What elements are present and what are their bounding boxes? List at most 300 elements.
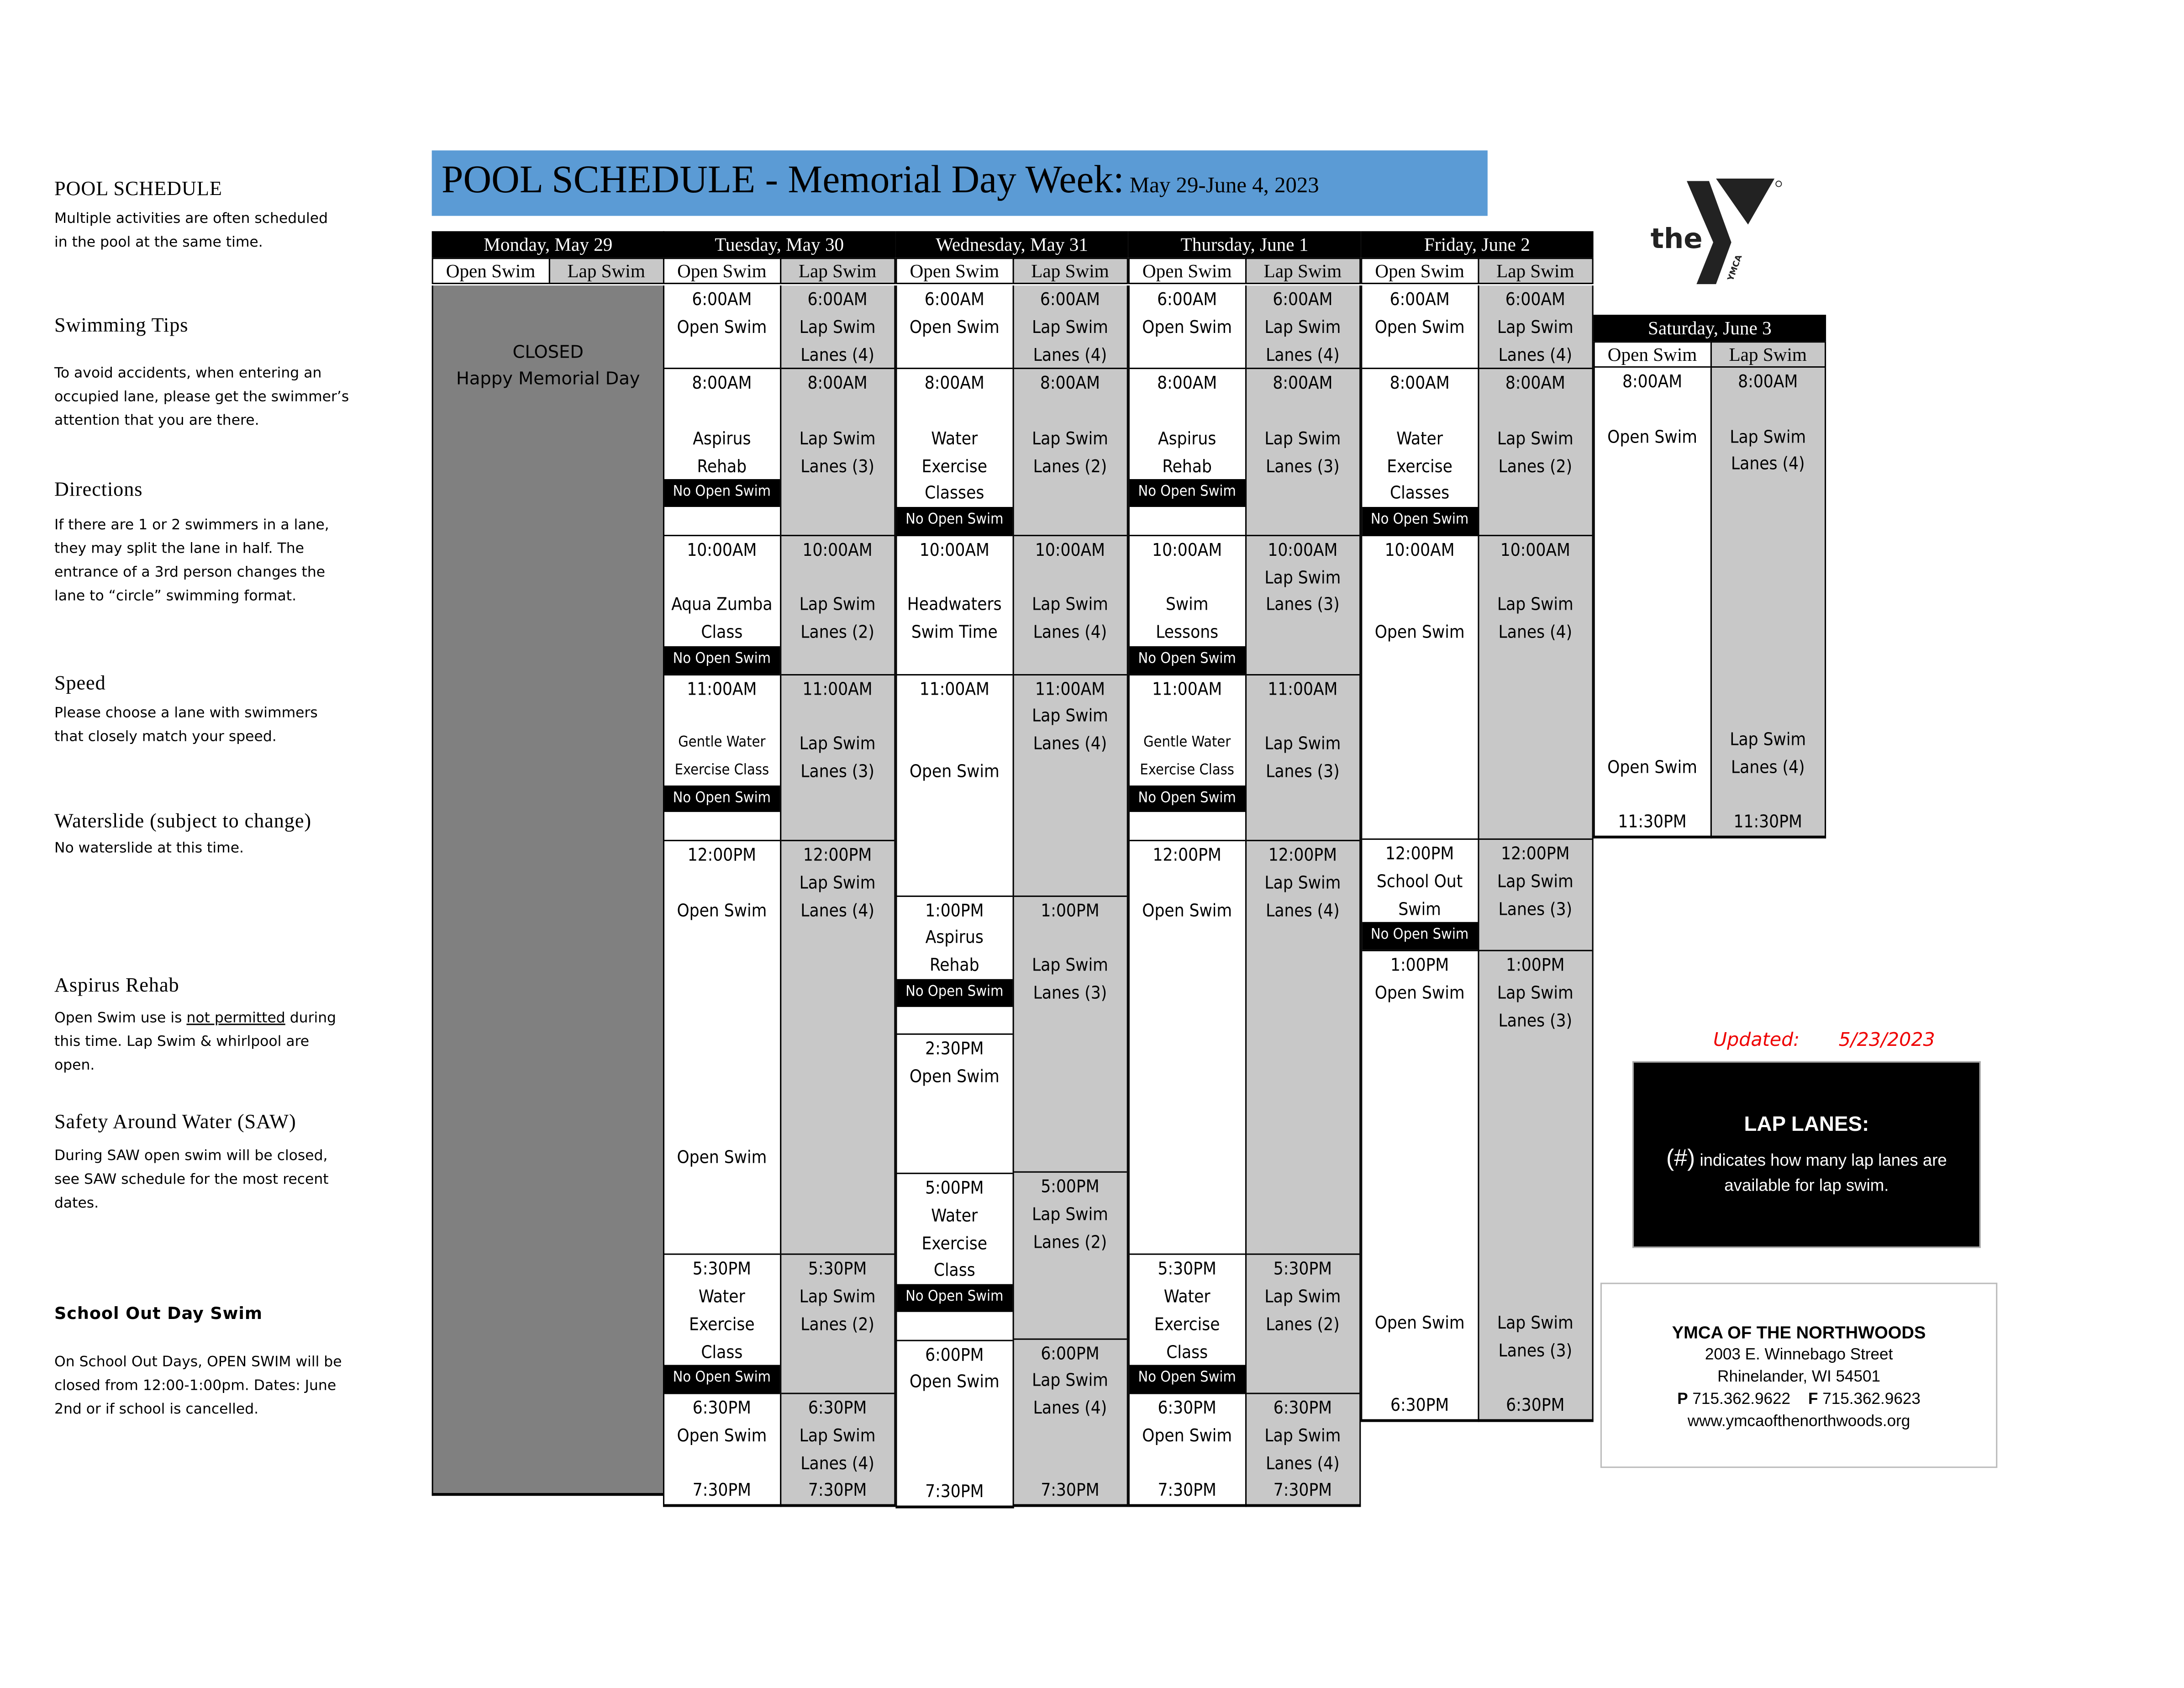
activity-label [1479, 564, 1592, 591]
activity-label: Lanes (4) [800, 343, 874, 364]
activity-label [1595, 560, 1710, 588]
schedule-block [1130, 673, 1245, 839]
activity-label [781, 924, 895, 951]
lap-swim-column-header: Lap Swim [1477, 258, 1594, 284]
activity-label [1013, 924, 1127, 951]
schedule-block [1362, 285, 1477, 368]
no-open-swim-badge: No Open Swim [664, 480, 779, 507]
time-label: 6:30PM [1158, 1397, 1216, 1418]
time-label: 7:30PM [925, 1481, 984, 1502]
no-open-swim-badge: No Open Swim [897, 507, 1012, 534]
activity-label [1246, 812, 1360, 840]
sidebar-line: During SAW open swim will be closed, [54, 1147, 328, 1165]
activity-label [1479, 1282, 1592, 1309]
svg-text:YMCA: YMCA [1726, 253, 1744, 282]
activity-label [1246, 1006, 1360, 1034]
activity-label [1595, 698, 1710, 725]
activity-label [897, 1423, 1012, 1451]
no-open-swim-badge: No Open Swim [1362, 507, 1477, 534]
activity-label: Lanes (4) [1033, 733, 1107, 754]
schedule-block [1479, 534, 1592, 839]
svg-text:the: the [1650, 222, 1703, 255]
activity-label [1130, 1089, 1245, 1116]
activity-label [1362, 591, 1477, 618]
schedule-block [1130, 285, 1245, 368]
activity-label [897, 1312, 1012, 1339]
time-label: 6:00AM [1273, 288, 1333, 309]
no-open-swim-badge: No Open Swim [1130, 646, 1245, 673]
activity-label: Lap Swim [1264, 316, 1341, 337]
activity-label [781, 1144, 895, 1171]
schedule-block [1130, 1393, 1245, 1504]
activity-label [897, 397, 1012, 424]
activity-label [1130, 979, 1245, 1006]
open-swim-column-header: Open Swim [432, 258, 550, 284]
activity-label [1246, 1171, 1360, 1199]
website-link[interactable]: www.ymcaofthenorthwoods.org [1687, 1414, 1910, 1430]
time-label: 1:00PM [925, 899, 984, 920]
time-label: 12:00PM [1268, 844, 1337, 865]
schedule-block [1013, 673, 1127, 895]
activity-label [1479, 1034, 1592, 1061]
schedule-block [781, 673, 895, 839]
time-label: 10:00AM [919, 538, 989, 560]
lap-swim-column-header: Lap Swim [1710, 341, 1826, 368]
activity-label: Lap Swim [1264, 566, 1341, 587]
time-label: 11:00AM [687, 677, 757, 699]
sidebar-text [54, 1145, 329, 1216]
sidebar-line: Open Swim use is [54, 1009, 187, 1027]
activity-label [1130, 924, 1245, 951]
schedule-block [1246, 285, 1360, 368]
time-label: 5:00PM [1041, 1175, 1100, 1197]
activity-label: Lap Swim [1032, 705, 1108, 726]
activity-label [1362, 1144, 1477, 1171]
lap-swim-column [1245, 285, 1361, 1507]
activity-label: Open Swim [1374, 316, 1465, 337]
activity-label [1130, 1171, 1245, 1199]
time-label: 8:00AM [1273, 372, 1333, 393]
time-label: 6:00AM [1040, 288, 1100, 309]
activity-label [1246, 1089, 1360, 1116]
activity-label [1479, 728, 1592, 756]
activity-label [664, 564, 779, 591]
activity-label [1362, 811, 1477, 839]
activity-label: Lap Swim [1264, 871, 1341, 892]
schedule-block [1362, 534, 1477, 839]
activity-label: Lanes (3) [1266, 760, 1340, 781]
activity-label: Open Swim [909, 1065, 1000, 1087]
schedule-block [1013, 1338, 1127, 1504]
time-label: 8:00AM [1505, 372, 1565, 393]
activity-label [897, 341, 1012, 368]
activity-label: Open Swim [1374, 1311, 1465, 1333]
org-name: YMCA OF THE NORTHWOODS [1672, 1323, 1926, 1343]
time-label: 10:00AM [1035, 538, 1105, 560]
activity-label [1479, 756, 1592, 783]
schedule-block [1246, 673, 1360, 839]
activity-label: School Out [1376, 870, 1463, 891]
activity-label [1130, 1144, 1245, 1171]
sidebar-text [54, 362, 349, 433]
time-label: 1:00PM [1390, 954, 1449, 975]
closed-text: Happy Memorial Day [456, 368, 640, 389]
activity-label [1711, 395, 1825, 422]
activity-label [1013, 646, 1127, 673]
activity-label [1246, 951, 1360, 979]
activity-label [1479, 1226, 1592, 1254]
schedule-block [781, 1254, 895, 1393]
sidebar-line: in the pool at the same time. [54, 234, 263, 251]
lap-swim-column-header: Lap Swim [779, 258, 896, 284]
lap-swim-column [1710, 368, 1826, 838]
activity-label [1246, 1365, 1360, 1393]
activity-label: Open Swim [1142, 899, 1232, 920]
day-header: Friday, June 2 [1361, 231, 1593, 258]
activity-label [1246, 785, 1360, 812]
lap-lanes-symbol: (#) [1666, 1145, 1695, 1171]
sidebar-heading: POOL SCHEDULE [54, 178, 222, 201]
activity-label [897, 1090, 1012, 1118]
activity-label [1013, 507, 1127, 534]
time-label: 10:00AM [1500, 538, 1570, 560]
activity-label [781, 1089, 895, 1116]
title-bar [432, 150, 1488, 216]
time-label: 7:30PM [1158, 1479, 1216, 1501]
activity-label: Lanes (3) [1498, 897, 1573, 919]
ymca-logo [1649, 175, 1789, 287]
activity-label [664, 507, 779, 534]
activity-label [664, 979, 779, 1006]
activity-label [1246, 1144, 1360, 1171]
activity-label [1130, 1226, 1245, 1254]
activity-label: Lap Swim [799, 871, 876, 892]
activity-label [1130, 951, 1245, 979]
activity-label [1362, 1254, 1477, 1281]
activity-label: Lanes (4) [1731, 453, 1805, 474]
activity-label: Exercise Class [1140, 761, 1234, 778]
activity-label [1362, 701, 1477, 728]
schedule-block [897, 285, 1012, 368]
activity-label [1479, 646, 1592, 673]
sidebar-text [54, 514, 329, 608]
activity-label [1362, 1061, 1477, 1089]
sidebar-heading: School Out Day Swim [54, 1303, 263, 1324]
activity-label [1711, 670, 1825, 698]
activity-label [664, 1034, 779, 1061]
open-swim-column [663, 285, 781, 1507]
activity-label [897, 1118, 1012, 1145]
activity-label [1479, 811, 1592, 839]
activity-label [1479, 1089, 1592, 1116]
no-open-swim-badge: No Open Swim [1130, 480, 1245, 507]
activity-label [664, 702, 779, 730]
activity-label: Lanes (2) [1033, 1230, 1107, 1251]
updated-note [1713, 1029, 1935, 1052]
time-label: 2:30PM [925, 1038, 984, 1059]
activity-label: Open Swim [677, 899, 767, 920]
schedule-block [781, 1393, 895, 1504]
day-header: Wednesday, May 31 [895, 231, 1128, 258]
updated-label: Updated: [1713, 1029, 1800, 1052]
activity-label: Aspirus [693, 427, 751, 448]
activity-label: Lap Swim [1032, 1203, 1108, 1224]
activity-label [1013, 1310, 1127, 1338]
time-label: 6:00AM [924, 288, 984, 309]
open-swim-column [895, 285, 1013, 1508]
schedule-block [897, 1034, 1012, 1172]
activity-label [1711, 505, 1825, 533]
time-label: 7:30PM [808, 1479, 867, 1501]
time-label: 1:00PM [1506, 954, 1565, 975]
schedule-block [1479, 368, 1592, 534]
activity-label [1246, 480, 1360, 507]
activity-label: Rehab [1162, 454, 1212, 476]
day-header: Monday, May 29 [432, 231, 664, 258]
activity-label [664, 1199, 779, 1226]
activity-label [897, 785, 1012, 812]
activity-label [1246, 979, 1360, 1006]
activity-label [1595, 643, 1710, 670]
activity-label: Lanes (2) [1266, 1313, 1340, 1334]
activity-label: Lap Swim [1264, 733, 1341, 754]
activity-label [897, 564, 1012, 591]
activity-label: Open Swim [677, 316, 767, 337]
schedule-block [664, 840, 779, 1254]
address-box [1600, 1283, 1997, 1468]
activity-label: Lap Swim [1032, 316, 1108, 337]
activity-label: Classes [1389, 482, 1450, 503]
activity-label: Lap Swim [1032, 427, 1108, 448]
time-label: 6:30PM [1390, 1394, 1449, 1415]
schedule-block [1711, 368, 1825, 835]
activity-label [1362, 1199, 1477, 1226]
activity-label [1479, 673, 1592, 701]
time-label: 10:00AM [1384, 538, 1455, 560]
activity-label: Lanes (3) [1498, 1009, 1573, 1030]
activity-label [1362, 1226, 1477, 1254]
activity-label: Gentle Water [678, 734, 766, 751]
activity-label [781, 1061, 895, 1089]
activity-label: Lap Swim [799, 316, 876, 337]
time-label: 8:00AM [1157, 372, 1217, 393]
activity-label [1479, 923, 1592, 950]
activity-label [1479, 1116, 1592, 1144]
activity-label [664, 812, 779, 840]
activity-label: Lap Swim [1497, 981, 1574, 1002]
time-label: 8:00AM [924, 372, 984, 393]
activity-label [1362, 1364, 1477, 1391]
time-label: 6:30PM [808, 1397, 867, 1418]
schedule-block [897, 673, 1012, 895]
time-label: 11:00AM [1268, 677, 1338, 699]
activity-label: Lanes (4) [1266, 899, 1340, 920]
time-label: 7:30PM [1273, 1479, 1332, 1501]
activity-label: Lap Swim [1497, 316, 1574, 337]
sidebar-heading: Swimming Tips [54, 315, 189, 337]
activity-label: Lap Swim [1497, 427, 1574, 448]
activity-label [781, 1006, 895, 1034]
activity-label [781, 1226, 895, 1254]
time-label: 6:00AM [1157, 288, 1217, 309]
activity-label [781, 951, 895, 979]
sidebar-heading: Directions [54, 479, 143, 501]
activity-label [1479, 480, 1592, 507]
activity-label [664, 924, 779, 951]
sidebar-line: Multiple activities are often scheduled [54, 210, 328, 227]
activity-label [1130, 1006, 1245, 1034]
activity-label: Exercise [1387, 454, 1452, 476]
no-open-swim-badge: No Open Swim [664, 785, 779, 812]
sidebar-heading: Aspirus Rehab [54, 975, 179, 997]
schedule-block [664, 285, 779, 368]
schedule-block [1130, 840, 1245, 1254]
activity-label [897, 1451, 1012, 1478]
schedule-block [664, 534, 779, 673]
open-swim-column [1128, 285, 1246, 1507]
activity-label: Lanes (4) [800, 1452, 874, 1473]
time-label: 5:00PM [925, 1176, 984, 1198]
activity-label: Lanes (3) [1266, 593, 1340, 615]
activity-label [1130, 564, 1245, 591]
sidebar-line: see SAW schedule for the most recent [54, 1171, 329, 1188]
closed-day-column [432, 285, 664, 1496]
activity-label: Open Swim [1374, 621, 1465, 642]
activity-label [1711, 780, 1825, 807]
activity-label [1362, 341, 1477, 368]
activity-label [1130, 702, 1245, 730]
activity-label [1595, 588, 1710, 615]
time-label: 12:00PM [1153, 844, 1221, 865]
schedule-block [664, 368, 779, 534]
activity-label: Rehab [929, 954, 979, 975]
activity-label [1013, 1061, 1127, 1089]
activity-label: Exercise [921, 1232, 988, 1253]
activity-label: Class [1166, 1340, 1208, 1361]
open-swim-column-header: Open Swim [663, 258, 781, 284]
time-label: 7:30PM [692, 1479, 752, 1501]
open-swim-column [1361, 285, 1479, 1422]
activity-label: Water [931, 1204, 978, 1225]
activity-label: Lap Swim [1497, 870, 1574, 891]
time-label: 11:00AM [919, 677, 989, 699]
schedule-block [897, 895, 1012, 1034]
activity-label [897, 702, 1012, 730]
activity-label [1013, 1144, 1127, 1171]
activity-label: Lanes (4) [1731, 755, 1805, 777]
activity-label [664, 341, 779, 368]
activity-label: Open Swim [677, 1146, 767, 1168]
activity-label: Open Swim [1607, 425, 1697, 447]
activity-label: Lap Swim [799, 1285, 876, 1307]
activity-label [1711, 560, 1825, 588]
activity-label: Lap Swim [1264, 427, 1341, 448]
activity-label: Water [1163, 1285, 1210, 1307]
activity-label [1130, 1034, 1245, 1061]
sidebar-line: 2nd or if school is cancelled. [54, 1401, 259, 1418]
lap-swim-column-header: Lap Swim [548, 258, 664, 284]
activity-label [1595, 450, 1710, 478]
schedule-block [1130, 534, 1245, 673]
activity-label [1362, 1282, 1477, 1309]
schedule-block [781, 840, 895, 1254]
activity-label [1013, 1283, 1127, 1310]
sidebar-line: No waterslide at this time. [54, 839, 244, 857]
sidebar-line: If there are 1 or 2 swimmers in a lane, [54, 517, 329, 533]
activity-label: Exercise [921, 454, 988, 476]
activity-label [897, 1396, 1012, 1423]
activity-label: Lanes (2) [800, 1313, 874, 1334]
activity-label: Open Swim [1374, 981, 1465, 1002]
activity-label [1246, 924, 1360, 951]
fax-label: F [1808, 1391, 1818, 1408]
sidebar-line: To avoid accidents, when entering an [54, 364, 322, 382]
activity-label [1479, 397, 1592, 424]
activity-label [1013, 397, 1127, 424]
activity-label: Open Swim [677, 1424, 767, 1445]
activity-label [1013, 1006, 1127, 1034]
page-title [442, 159, 1319, 204]
activity-label [781, 1338, 895, 1365]
time-label: 5:30PM [808, 1258, 867, 1279]
activity-label: Aspirus [1158, 427, 1216, 448]
activity-label [1711, 533, 1825, 560]
schedule-block [1130, 1254, 1245, 1393]
activity-label [1479, 783, 1592, 811]
activity-label [897, 840, 1012, 867]
activity-label [1013, 1034, 1127, 1061]
activity-label: Water [698, 1285, 745, 1307]
activity-label: Lanes (3) [1033, 981, 1107, 1002]
activity-label: Lanes (2) [800, 621, 874, 642]
schedule-block [897, 534, 1012, 673]
activity-label [664, 1006, 779, 1034]
activity-label [781, 646, 895, 673]
activity-label: Open Swim [909, 1371, 1000, 1392]
time-label: 10:00AM [1268, 538, 1338, 560]
open-swim-column-header: Open Swim [1128, 258, 1246, 284]
activity-label: Lanes (4) [1033, 343, 1107, 364]
activity-label [664, 1061, 779, 1089]
activity-label [1362, 564, 1477, 591]
activity-label [1130, 341, 1245, 368]
activity-label [664, 397, 779, 424]
activity-label [1013, 757, 1127, 785]
time-label: 11:00AM [802, 677, 873, 699]
activity-label [781, 507, 895, 534]
sidebar-line: On School Out Days, OPEN SWIM will be [54, 1354, 342, 1371]
time-label: 12:00PM [1385, 842, 1454, 864]
activity-label [1479, 1171, 1592, 1199]
activity-label: Lanes (4) [800, 899, 874, 920]
activity-label [1595, 725, 1710, 753]
no-open-swim-badge: No Open Swim [664, 1365, 779, 1393]
activity-label [897, 1145, 1012, 1172]
schedule-block [1013, 895, 1127, 1171]
activity-label [781, 702, 895, 730]
schedule-block [1130, 368, 1245, 534]
activity-label [664, 869, 779, 896]
sidebar-line: this time. Lap Swim & whirlpool are [54, 1033, 310, 1050]
schedule-block [664, 1254, 779, 1393]
activity-label [1362, 397, 1477, 424]
schedule-block [781, 368, 895, 534]
activity-label [897, 730, 1012, 757]
activity-label [1479, 1144, 1592, 1171]
activity-label: Lap Swim [799, 1424, 876, 1445]
schedule-block [1013, 368, 1127, 534]
activity-label: Lap Swim [1497, 1311, 1574, 1333]
